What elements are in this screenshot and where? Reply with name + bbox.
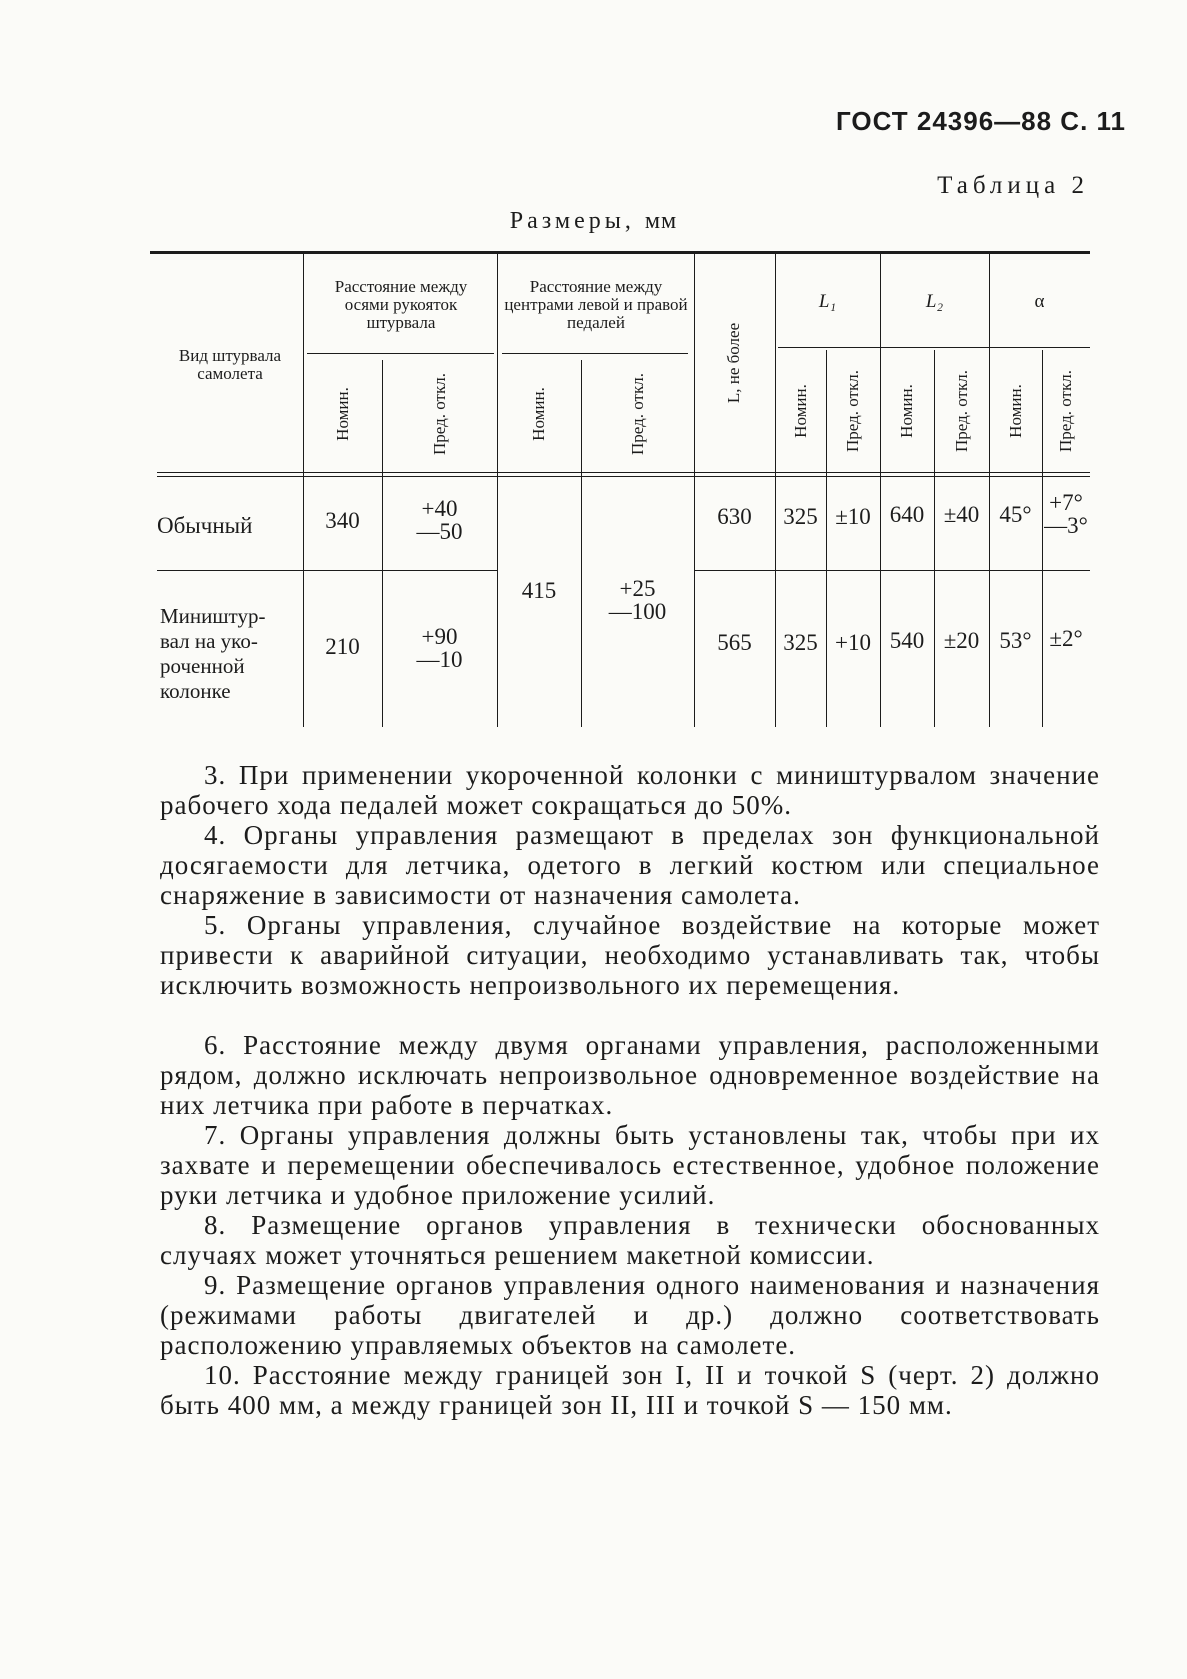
row1-L2-nom: 640 [889, 502, 925, 527]
row2-alpha-dev: ±2° [1049, 626, 1083, 651]
paragraph-4: 4. Органы управления размещают в пределах зон функциональной досягаемости для летчика, одетого в легкий костюм или специальное снаряжение в зависимости от назначения самолета. [160, 820, 1100, 910]
table-units-caption [0, 208, 1187, 235]
group2-head-rule [502, 353, 688, 354]
row1-L2-dev: ±40 [943, 502, 980, 527]
head-L2: L₂ [925, 291, 944, 312]
paragraph-10: 10. Расстояние между границей зон I, II и точкой S (черт. 2) должно быть 400 мм, а между границей зон II, III и точкой S — 150 мм. [160, 1360, 1100, 1420]
head-alpha-nom: Номин. [1005, 384, 1025, 438]
head-L-max: L, не более [724, 322, 744, 404]
head-axes-dev: Пред. откл. [429, 373, 449, 455]
row1-L: 630 [717, 504, 752, 529]
row1-alpha-nom: 45° [999, 502, 1032, 527]
head-pedals-nom: Номин. [529, 387, 548, 441]
row2-axes-dev: +90 —10 [416, 624, 463, 672]
head-alpha: α [1034, 291, 1045, 312]
pedals-nom: 415 [521, 578, 557, 603]
table-top-rule [150, 251, 1090, 254]
pedals-dev: +25 —100 [608, 576, 667, 624]
paragraph-3: 3. При применении укороченной колонки с миништурвалом значение рабочего хода педалей может сокращаться до 50%. [160, 760, 1100, 820]
paragraph-8: 8. Размещение органов управления в технически обоснованных случаях может уточняться решением макетной комиссии. [160, 1210, 1100, 1270]
head-pedals-dev: Пред. откл. [627, 373, 647, 455]
head-L2-dev: Пред. откл. [951, 370, 971, 452]
subhead-rule [778, 347, 1090, 348]
row2-axes-nom: 210 [325, 634, 360, 659]
row2-L1-dev: +10 [835, 630, 871, 655]
head-L1-nom: Номин. [790, 384, 810, 438]
row1-L1-dev: ±10 [835, 504, 871, 529]
head-L1: L₁ [818, 291, 837, 312]
row1-type: Обычный [157, 513, 253, 538]
row2-L2-dev: ±20 [943, 628, 980, 653]
row2-alpha-nom: 53° [999, 628, 1032, 653]
table-units-caption-main: Размеры, [509, 208, 635, 234]
paragraph-9: 9. Размещение органов управления одного наименования и назначения (режимами работы двигателей и др.) должно соответствовать расположению управляемых объектов на самолете. [160, 1270, 1100, 1360]
head-axes-nom: Номин. [332, 387, 352, 441]
row-divider-right [694, 570, 1090, 571]
paragraph-6: 6. Расстояние между двумя органами управления, расположенными рядом, должно исключать непроизвольное одновременное воздействие на них летчика при работе в перчатках. [160, 1030, 1100, 1120]
row1-L1-nom: 325 [783, 504, 818, 529]
paragraph-5: 5. Органы управления, случайное воздействие на которые может привести к аварийной ситуации, необходимо устанавливать так, чтобы исключить возможность непроизвольного их перемещения. [160, 910, 1100, 1000]
row1-alpha-dev: +7° —3° [1044, 490, 1088, 538]
head-L2-nom: Номин. [897, 384, 916, 438]
row2-L2-nom: 540 [889, 628, 925, 653]
row-divider-left [157, 570, 497, 571]
row2-L: 565 [717, 630, 752, 655]
head-rule-lower [157, 476, 1090, 477]
head-L1-dev: Пред. откл. [843, 370, 863, 452]
paragraph-7: 7. Органы управления должны быть установлены так, чтобы при их захвате и перемещении обеспечивалось естественное, удобное положение руки летчика и удобное приложение усилий. [160, 1120, 1100, 1210]
head-type: Вид штурвала самолета [178, 346, 282, 383]
page-header-code: ГОСТ 24396—88 С. 11 [836, 106, 1127, 136]
row1-axes-dev: +40 —50 [416, 496, 463, 544]
table-units-caption-unit: мм [644, 208, 678, 234]
col-divider-3 [497, 251, 498, 727]
row1-axes-nom: 340 [325, 508, 360, 533]
group1-head-rule [307, 353, 494, 354]
table-number-label: Таблица 2 [937, 172, 1089, 199]
head-rule-upper [157, 472, 1090, 473]
row2-type: Миништур- вал на уко- роченной колонке [160, 604, 266, 703]
head-axes-distance: Расстояние между осями рукояток штурвала [334, 277, 468, 332]
head-pedals-distance: Расстояние между центрами левой и правой педалей [504, 277, 688, 332]
row2-L1-nom: 325 [783, 630, 818, 655]
head-alpha-dev: Пред. откл. [1056, 370, 1076, 452]
